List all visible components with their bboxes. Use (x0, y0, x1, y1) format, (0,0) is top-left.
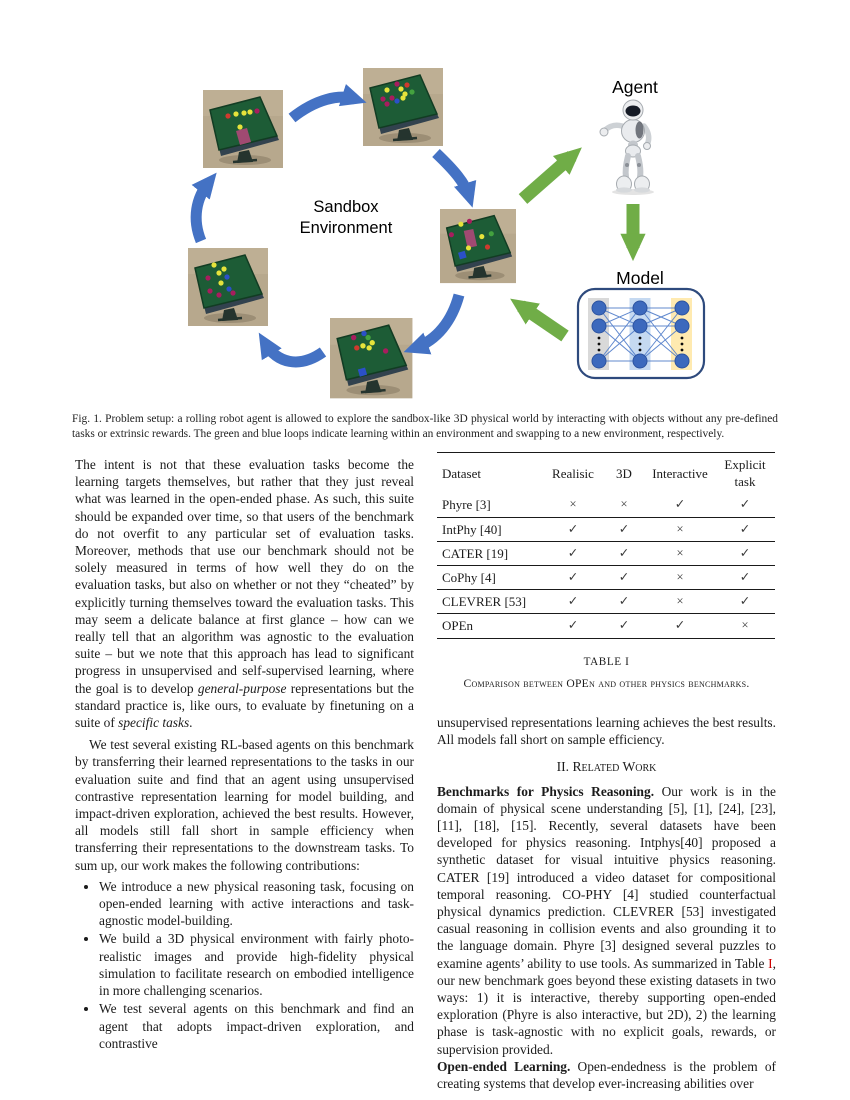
paragraph-continuation: unsupervised representations learning achieves the best results. All models fall short on sample efficiency. (437, 715, 776, 748)
table-row: CoPhy [4] ✓ ✓ × ✓ (437, 566, 775, 590)
left-column (75, 456, 414, 1053)
paragraph-rl-agents: We test several existing RL-based agents on this benchmark by transferring their learned representations to the tasks in our evaluation suite and find that an agent using unsupervised contrastive representation learning for model building, and impact-driven exploration, achieved the best results. However, all models still fall short in sample efficiency when transferring their representations to the downstream tasks. To sum up, our work makes the following contributions: (75, 737, 414, 873)
table-row: Phyre [3] × × ✓ ✓ (437, 493, 775, 517)
italic-specific-tasks: specific tasks (118, 715, 190, 731)
section-heading-related-work: II. Related Work (556, 759, 657, 775)
contribution-item: • We test several agents on this benchmark and find an agent that adopts impact-driven exploration, and contrastive (99, 1000, 414, 1052)
loop-arrow-1 (292, 97, 355, 118)
comparison-table (437, 452, 775, 639)
paragraph-open-ended: Open-ended Learning. Open-endedness is the problem of creating systems that develop ever-increasing abilities over (437, 1058, 776, 1092)
env-to-agent-arrow (523, 156, 572, 199)
sandbox-env-image-3 (440, 209, 516, 283)
contribution-item: • We build a 3D physical environment with fairly photo-realistic images and provide high-fidelity physical simulation to facilitate research on embodied intelligence in more challenging scenarios. (99, 930, 414, 999)
col-header-3d: 3D (616, 465, 632, 481)
italic-general-purpose: general-purpose (197, 680, 287, 696)
model-label: Model (616, 268, 664, 288)
col-header-explicit-task: Explicit task (724, 457, 766, 490)
table-header-row (437, 453, 775, 494)
contribution-item: • We introduce a new physical reasoning task, focusing on open-ended learning with active interactions and task-agnostic model-building. (99, 878, 414, 930)
table-row: CATER [19] ✓ ✓ × ✓ (437, 541, 775, 565)
model-to-env-arrow (521, 306, 565, 336)
sandbox-env-image-4 (330, 318, 412, 398)
loop-arrow-5 (196, 182, 209, 241)
paragraph-benchmarks: Benchmarks for Physics Reasoning. Our work is in the domain of physical scene understanding [5], [1], [24], [23], [11], [18], [15]. Recently, several datasets have been developed for physics reasoning. Intphys[40] proposed a synthetic dataset for visual intuitive physics reasoning. CATER [19] introduced a video dataset for compositional temporal reasoning. CO-PHY [4] studied counterfactual physical dynamics prediction. CLEVRER [53] investigated casual reasoning in collision events and also grounding it to the language domain. Phyre [3] designed several puzzles to examine agents’ ability to use tools. As summarized in Table I, our new benchmark goes beyond these existing datasets in two ways: 1) it is interactive, thereby supporting open-ended exploration (Phyre is also interactive, but 2D), 2) the learning phase is task-agnostic with no explicit goals, rewards, or supervision provided. (437, 783, 776, 1057)
table-row: CLEVRER [53] ✓ ✓ × ✓ (437, 590, 775, 614)
sandbox-environment-label-line2: Environment (299, 219, 393, 237)
contributions-list (75, 878, 414, 1052)
benchmarks-lead: Benchmarks for Physics Reasoning. (437, 783, 655, 799)
table-number-label: TABLE I (583, 655, 630, 668)
open-ended-lead: Open-ended Learning. (437, 1058, 571, 1074)
col-header-interactive: Interactive (652, 465, 708, 481)
table-caption: Comparison between OPEn and other physics benchmarks. (463, 676, 750, 690)
sandbox-environment-label-line1: Sandbox (313, 198, 379, 216)
figure-1-diagram (0, 0, 850, 410)
figure-caption: Fig. 1. Problem setup: a rolling robot agent is allowed to explore the sandbox-like 3D physical world by interacting with objects without any pre-defined tasks or extrinsic rewards. The green and blue loops indicate learning within an environment and swapping to a new environment, respectively. (72, 413, 778, 441)
table-1-reference-link[interactable]: I (768, 955, 773, 971)
col-header-realisic: Realisic (552, 465, 594, 481)
table-row: IntPhy [40] ✓ ✓ × ✓ (437, 517, 775, 541)
loop-arrow-2 (436, 153, 469, 196)
right-column (437, 452, 776, 1092)
loop-arrow-3 (415, 295, 459, 348)
loop-arrow-4 (265, 343, 323, 362)
neural-network-model (578, 289, 704, 378)
agent-label: Agent (612, 77, 658, 97)
sandbox-env-image-2 (363, 68, 443, 146)
sandbox-env-image-5 (188, 248, 268, 326)
table-row: OPEn ✓ ✓ ✓ × (442, 618, 749, 634)
col-header-dataset: Dataset (442, 465, 481, 481)
sandbox-env-image-1 (203, 90, 283, 168)
robot-agent-image (600, 100, 654, 195)
paragraph-evaluation-tasks: The intent is not that these evaluation tasks become the learning targets themselves, but rather that they just reveal what was learned in the open-ended phase. As such, this suite should be expanded over time, so that users of the benchmark do not overfit to any particular set of evaluation tasks. Moreover, methods that use our benchmark should not be solely measured in terms of how well they do on the evaluation tasks, but also on whether or not they “cheated” by explicitly turning themselves toward the evaluation tasks. This may seem a delicate balance at first glance – how can we really tell that an algorithm was agnostic to the evaluation suite – but we note that this approach has lead to significant progress in unsupervised and self-supervised learning, where the goal is to develop general-purpose representations but the standard practice is, like ours, to evaluate by finetuning on a suite of specific tasks. (75, 457, 414, 731)
